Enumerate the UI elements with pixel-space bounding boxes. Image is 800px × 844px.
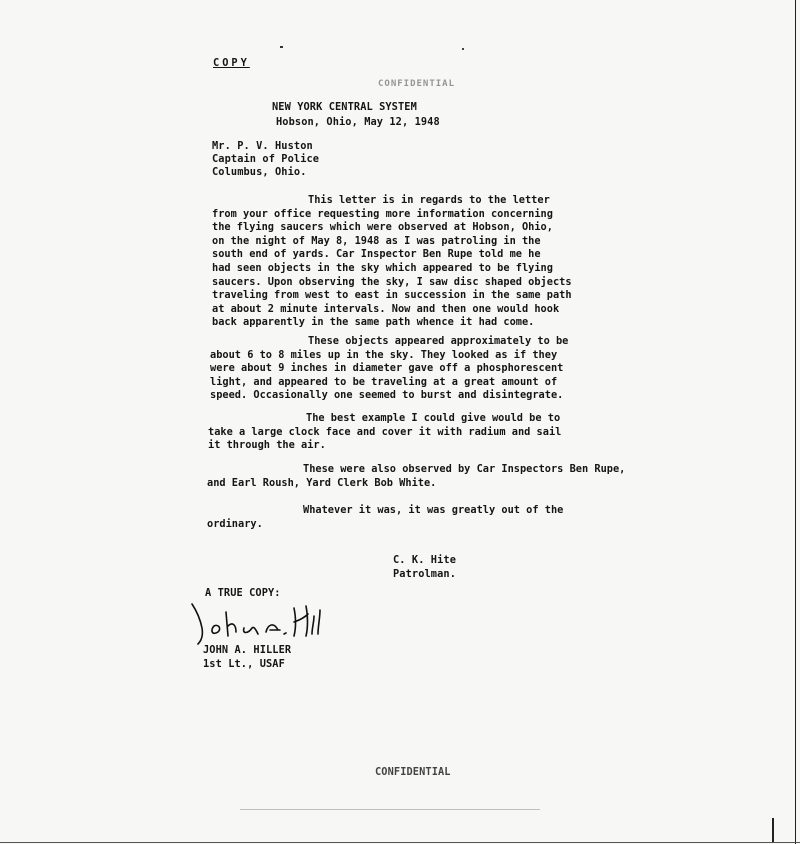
- paragraph-line: ordinary.: [207, 517, 263, 530]
- scan-speck: [280, 46, 283, 48]
- paragraph-3: [208, 412, 561, 453]
- paragraph-2: [210, 335, 568, 403]
- classification-bottom: CONFIDENTIAL: [375, 766, 451, 778]
- paragraph-1: [212, 194, 572, 330]
- paragraph-line: at about 2 minute intervals. Now and then one would hook: [212, 302, 560, 315]
- paragraph-line: were about 9 inches in diameter gave off a phosphorescent: [210, 362, 564, 375]
- paragraph-line: light, and appeared to be traveling at a great amount of: [210, 375, 558, 388]
- signer-title: Patrolman.: [393, 568, 456, 580]
- paragraph-5: [207, 504, 563, 531]
- letter-place-date: Hobson, Ohio, May 12, 1948: [276, 116, 440, 128]
- classification-top: CONFIDENTIAL: [378, 79, 456, 89]
- paragraph-line: it through the air.: [208, 439, 326, 452]
- paragraph-line: had seen objects in the sky which appeared to be flying: [212, 261, 553, 274]
- scan-border-right: [795, 0, 796, 844]
- paragraph-line: The best example I could give would be to: [306, 412, 561, 424]
- paragraph-line: about 6 to 8 miles up in the sky. They looked as if they: [210, 348, 558, 361]
- scan-mark-bottom-right: [772, 818, 774, 842]
- paragraph-line: from your office requesting more information concerning: [212, 207, 553, 220]
- true-copy-label: A TRUE COPY:: [205, 587, 281, 599]
- copy-label: COPY: [213, 57, 250, 69]
- paragraph-line: saucers. Upon observing the sky, I saw disc shaped objects: [212, 275, 572, 288]
- paragraph-line: These were also observed by Car Inspectors Ben Rupe,: [303, 463, 626, 475]
- certifier-rank: 1st Lt., USAF: [203, 658, 285, 670]
- paragraph-line: take a large clock face and cover it with radium and sail: [208, 425, 562, 438]
- paragraph-line: the flying saucers which were observed at Hobson, Ohio,: [212, 221, 553, 234]
- recipient-city: Columbus, Ohio.: [212, 166, 307, 178]
- paragraph-line: traveling from west to east in succession in the same path: [212, 289, 572, 302]
- paragraph-line: These objects appeared approximately to be: [308, 335, 569, 347]
- paragraph-4: [207, 463, 625, 490]
- signer-name: C. K. Hite: [393, 554, 456, 566]
- scan-speck: [240, 809, 540, 810]
- paragraph-line: back apparently in the same path whence it had come.: [212, 316, 535, 329]
- paragraph-line: This letter is in regards to the letter: [308, 194, 550, 206]
- paragraph-line: and Earl Roush, Yard Clerk Bob White.: [207, 476, 437, 489]
- company-name: NEW YORK CENTRAL SYSTEM: [272, 101, 417, 113]
- paragraph-line: on the night of May 8, 1948 as I was patroling in the: [212, 234, 541, 247]
- recipient-name: Mr. P. V. Huston: [212, 140, 313, 152]
- paragraph-line: south end of yards. Car Inspector Ben Rupe told me he: [212, 248, 541, 261]
- paragraph-line: speed. Occasionally one seemed to burst and disintegrate.: [210, 389, 564, 402]
- recipient-title: Captain of Police: [212, 153, 320, 165]
- scan-speck: [462, 48, 464, 50]
- paragraph-line: Whatever it was, it was greatly out of the: [303, 504, 564, 516]
- certifier-name: JOHN A. HILLER: [203, 644, 292, 656]
- scan-border-bottom: [0, 842, 800, 843]
